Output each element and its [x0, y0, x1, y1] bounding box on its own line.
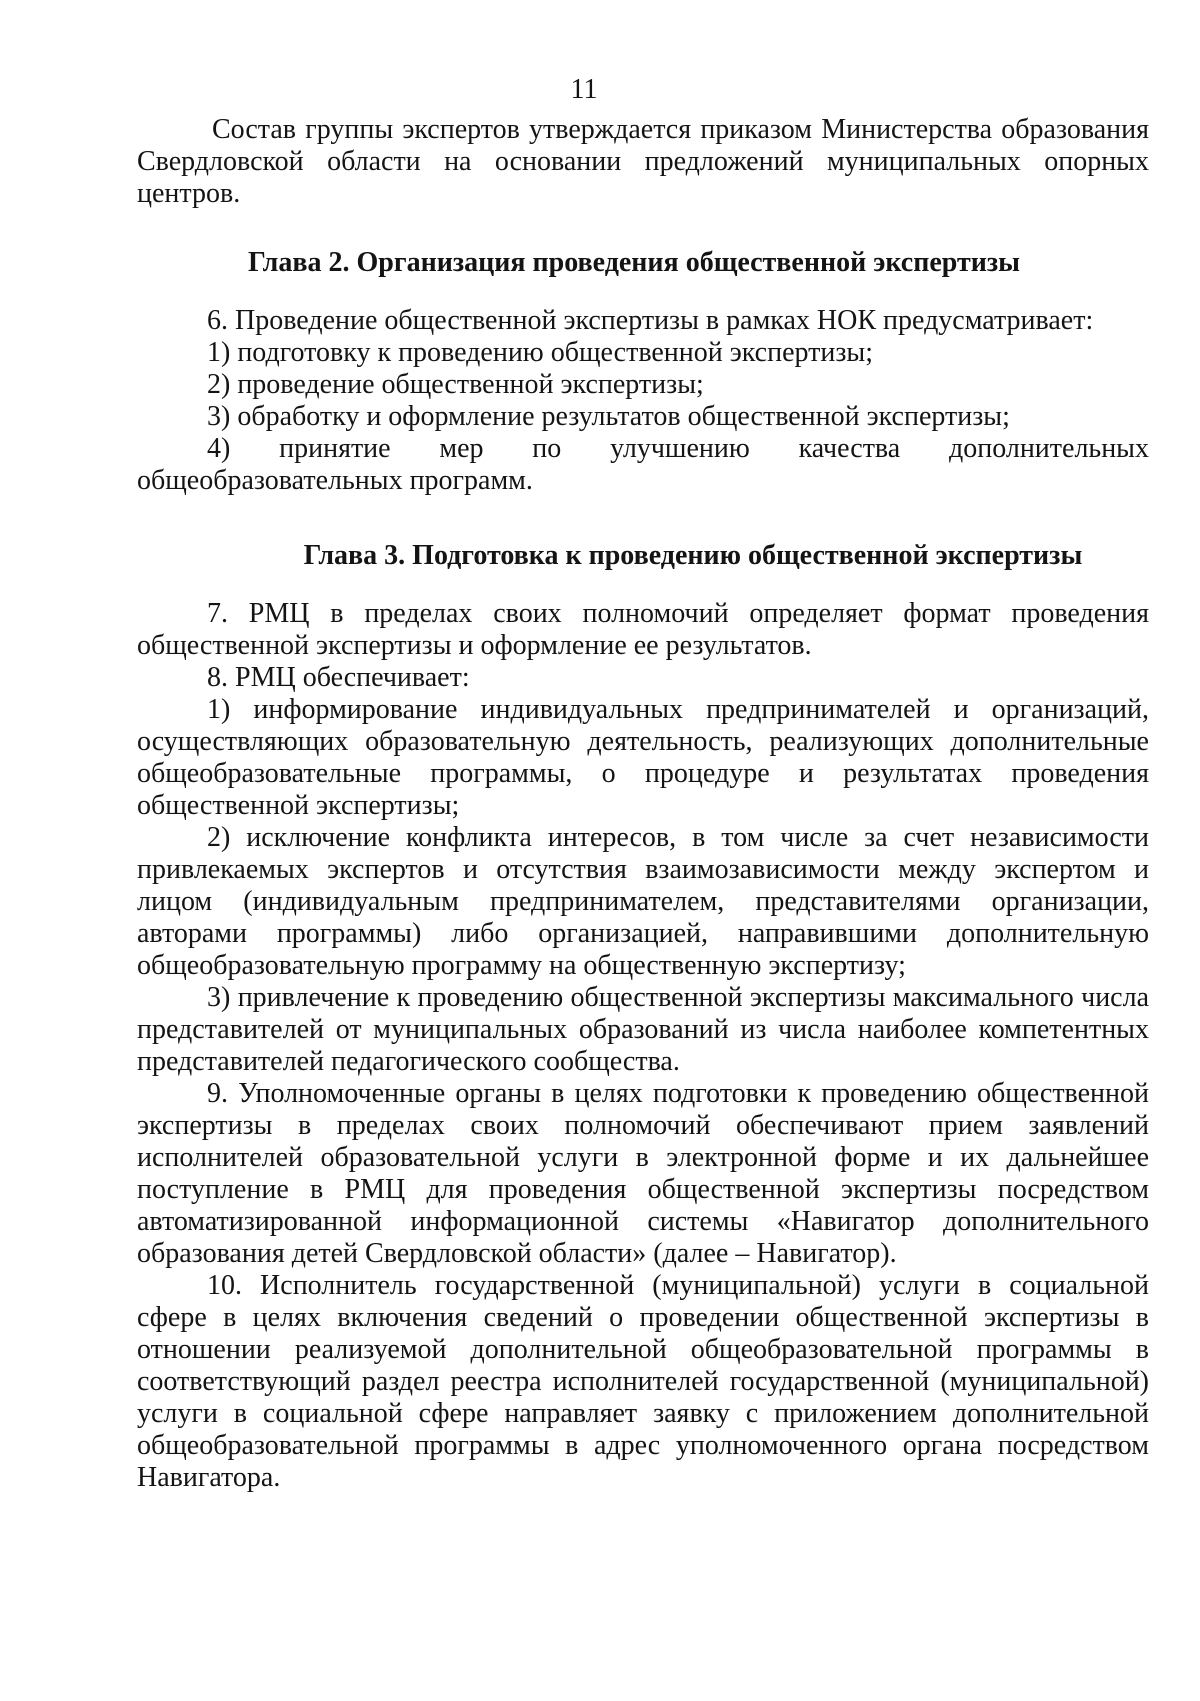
chapter-2-heading: Глава 2. Организация проведения общественной экспертизы [248, 247, 1020, 278]
paragraph-10: 10. Исполнитель государственной (муниципальной) услуги в социальной сфере в целях включения сведений о проведении общественной экспертизы в отношении реализуемой дополнительной общеобразовательной программы в соответствующий раздел реестра исполнителей государственной (муниципальной) услуги в социальной сфере направляет заявку с приложением дополнительной общеобразовательной программы в адрес уполномоченного органа посредством Навигатора. [137, 1270, 1149, 1493]
paragraph-8-item-1: 1) информирование индивидуальных предпринимателей и организаций, осуществляющих образовательную деятельность, реализующих дополнительные общеобразовательные программы, о процедуре и результатах проведения общественной экспертизы; [137, 694, 1149, 821]
paragraph-6-item-2: 2) проведение общественной экспертизы; [207, 369, 704, 400]
paragraph-8: 8. РМЦ обеспечивает: [207, 662, 470, 693]
paragraph-8-item-3: 3) привлечение к проведению общественной экспертизы максимального числа представителей от муниципальных образований из числа наиболее компетентных представителей педагогического сообщества. [137, 982, 1149, 1077]
page-number: 11 [570, 74, 598, 105]
paragraph-6-item-1: 1) подготовку к проведению общественной экспертизы; [207, 337, 874, 368]
paragraph-6-item-4: 4) принятие мер по улучшению качества дополнительных общеобразовательных программ. [137, 433, 1149, 496]
chapter-3-heading: Глава 3. Подготовка к проведению общественной экспертизы [303, 540, 1083, 571]
document-body [137, 114, 1149, 1494]
paragraph-6: 6. Проведение общественной экспертизы в рамках НОК предусматривает: [207, 305, 1094, 336]
intro-paragraph: Состав группы экспертов утверждается приказом Министерства образования Свердловской области на основании предложений муниципальных опорных центров. [137, 114, 1149, 209]
paragraph-8-item-2: 2) исключение конфликта интересов, в том числе за счет независимости привлекаемых экспертов и отсутствия взаимозависимости между экспертом и лицом (индивидуальным предпринимателем, представителями организации, авторами программы) либо организацией, направившими дополнительную общеобразовательную программу на общественную экспертизу; [137, 822, 1149, 981]
paragraph-7: 7. РМЦ в пределах своих полномочий определяет формат проведения общественной экспертизы и оформление ее результатов. [137, 598, 1149, 661]
paragraph-9: 9. Уполномоченные органы в целях подготовки к проведению общественной экспертизы в пределах своих полномочий обеспечивают прием заявлений исполнителей образовательной услуги в электронной форме и их дальнейшее поступление в РМЦ для проведения общественной экспертизы посредством автоматизированной информационной системы «Навигатор дополнительного образования детей Свердловской области» (далее – Навигатор). [137, 1078, 1149, 1269]
paragraph-6-item-3: 3) обработку и оформление результатов общественной экспертизы; [207, 401, 1010, 432]
